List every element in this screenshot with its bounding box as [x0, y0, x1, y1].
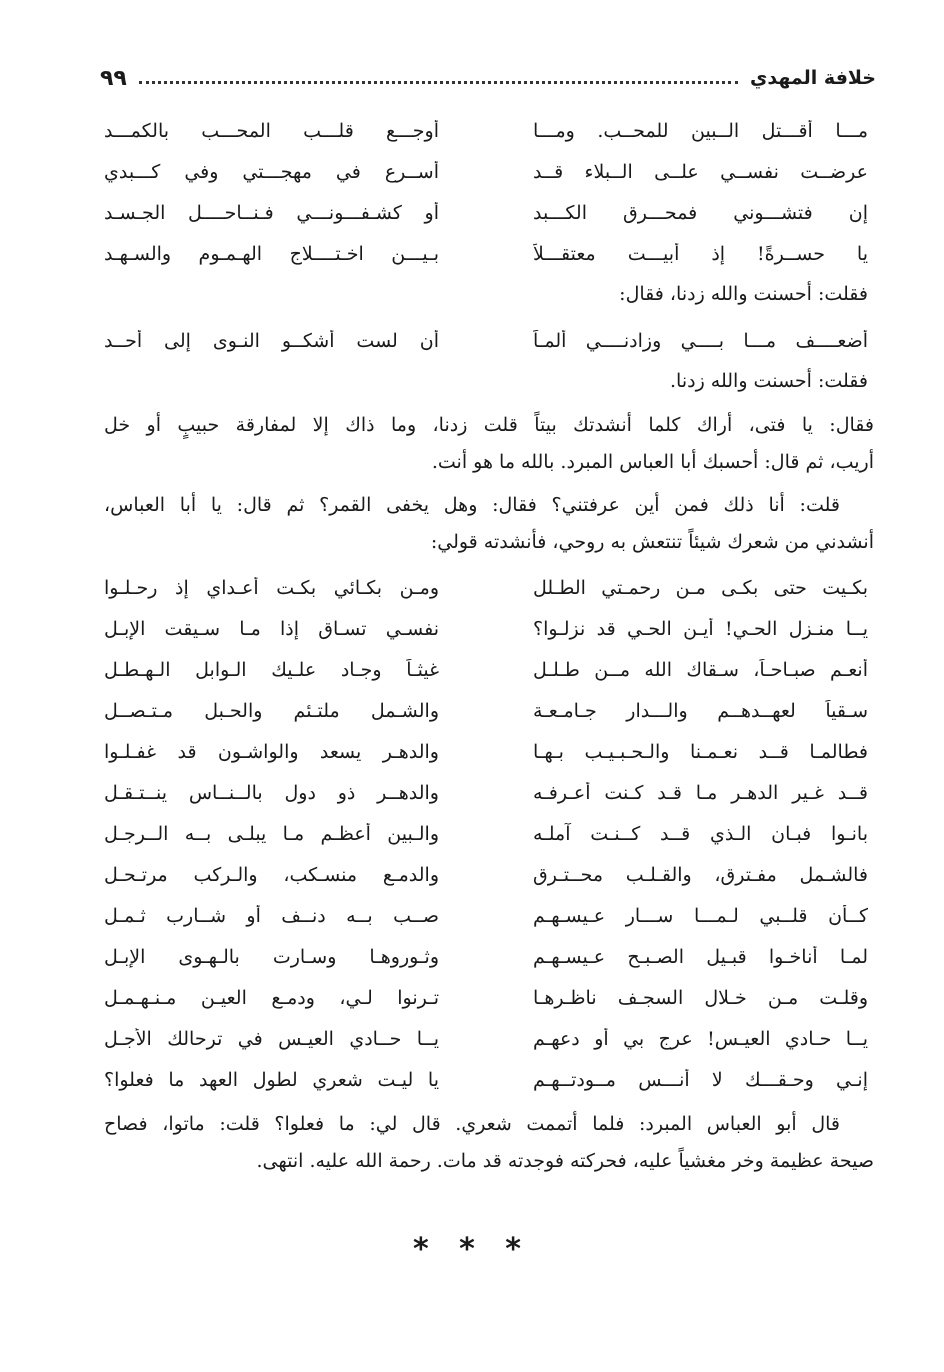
- verse-line: [104, 731, 874, 772]
- paragraph-line: قال أبو العباس المبرد: فلما أتممت شعري. قال لي: ما فعلوا؟ قلت: ماتوا، فصاح: [104, 1113, 840, 1135]
- verse-line: [104, 110, 874, 151]
- header-dotted-leader: [139, 81, 738, 84]
- prose-line: فقلت: أحسنت والله زدنا.: [670, 370, 868, 392]
- verse-line: [104, 895, 874, 936]
- verse-second-hemistich: صــب بــه دنــف أو شــارب ثـمـل: [104, 904, 439, 927]
- verse-second-hemistich: ومـن بكـائي بكـت أعـداي إذ رحـلـوا: [104, 576, 439, 599]
- verse-second-hemistich: أوجـــع قلـــب المحـــب بالكمـــد: [104, 119, 439, 142]
- verse-line: [104, 1059, 874, 1100]
- verse-second-hemistich: والـبين أعظـم مـا يبلـى بــه الــرجـل: [104, 822, 439, 845]
- verse-line: [104, 320, 874, 361]
- verse-line: [104, 936, 874, 977]
- verse-line: [104, 233, 874, 274]
- verse-second-hemistich: يــا حــادي العيـس في ترحالك الأجـل: [104, 1027, 439, 1050]
- verse-first-hemistich: فطالمـا قــد نعـمـنا والـحـبـيـب بـهـا: [533, 740, 868, 763]
- section-divider: * * *: [413, 1232, 531, 1267]
- verse-line: [104, 151, 874, 192]
- prose-paragraph: [104, 1106, 874, 1180]
- verse-second-hemistich: والدهـر يسعد والواشـون قد غفـلـوا: [104, 740, 439, 763]
- verse-first-hemistich: إن فتشـــوني فمحـــرق الكـــبد: [533, 201, 868, 224]
- verse-first-hemistich: لمـا أناخـوا قبـيل الصـبـح عـيسـهـم: [533, 945, 868, 968]
- verse-first-hemistich: فالشـمل مفـترق، والقـلـب محــتـرق: [533, 863, 868, 886]
- verse-second-hemistich: أن لست أشكــو النـوى إلى أحــد: [104, 329, 439, 352]
- prose-paragraph: [104, 407, 874, 481]
- verse-second-hemistich: أو كشـفـــونـــي فـنــاحــــل الجـسـد: [104, 201, 439, 224]
- poem-block-3: [104, 567, 874, 1100]
- verse-second-hemistich: نفسـي تسـاق إذا مـا سـيقت الإبـل: [104, 617, 439, 640]
- verse-second-hemistich: أســرع في مهجـــتي وفي كـــبدي: [104, 160, 439, 183]
- verse-first-hemistich: كــأن قلــبي لـمـــا ســـار عـيسـهـم: [533, 904, 868, 927]
- verse-line: [104, 690, 874, 731]
- verse-first-hemistich: بكـيت حتى بكـى مـن رحمـتي الطـلل: [533, 576, 868, 599]
- page-number: ٩٩: [100, 65, 127, 91]
- verse-first-hemistich: يــا منـزل الحـي! أيـن الحـي قد نزلـوا؟: [533, 617, 868, 640]
- paragraph-line: أنشدني من شعرك شيئاً تنتعش به روحي، فأنشدته قولي:: [430, 531, 874, 553]
- verse-line: [104, 192, 874, 233]
- prose-line: فقلت: أحسنت والله زدنا، فقال:: [619, 283, 868, 305]
- verse-line: [104, 772, 874, 813]
- running-title: خلافة المهدي: [749, 67, 876, 89]
- verse-line: [104, 608, 874, 649]
- verse-line: [104, 649, 874, 690]
- verse-second-hemistich: والدمـع منسـكب، والـركب مرتـحـل: [104, 863, 439, 886]
- verse-first-hemistich: أضعــــف مـــا بــــي وزادنــــي ألمـاً: [533, 329, 868, 352]
- verse-second-hemistich: تـرنوا لـي، ودمـع العيـن مـنـهـمـل: [104, 986, 439, 1009]
- verse-first-hemistich: يــا حـادي العيـس! عرج بي أو دعهـم: [533, 1027, 868, 1050]
- verse-line: [104, 813, 874, 854]
- verse-line: [104, 977, 874, 1018]
- verse-second-hemistich: غيثـاً وجـاد علـيك الـوابل الـهـطـل: [104, 658, 439, 681]
- verse-first-hemistich: قــد غـير الدهـر مـا قـد كـنت أعـرفـه: [533, 781, 868, 804]
- verse-first-hemistich: بانـوا فبـان الـذي قــد كــنـت آملـه: [533, 822, 868, 845]
- verse-line: [104, 567, 874, 608]
- poem-block-1: [104, 110, 874, 274]
- prose-paragraph: [104, 487, 874, 561]
- verse-first-hemistich: إنـي وحـقـــك لا أنـــس مــودتــهـم: [533, 1068, 868, 1091]
- page-header: [100, 58, 876, 98]
- verse-first-hemistich: مـــا أقـــتل الــبين للمحــب. ومـــا: [533, 119, 868, 142]
- verse-first-hemistich: وقلـت مـن خـلال السجـف ناظـرهـا: [533, 986, 868, 1009]
- paragraph-line: قلت: أنا ذلك فمن أين عرفتني؟ فقال: وهل يخفى القمر؟ ثم قال: يا أبا العباس،: [104, 494, 840, 516]
- verse-second-hemistich: وثـوروهـا وسـارت بالـهـوى الإبـل: [104, 945, 439, 968]
- verse-second-hemistich: والشـمل ملتـئم والحـبل مـتـصــل: [104, 699, 439, 722]
- verse-first-hemistich: سـقياً لعهــدهــم والـــدار جـامـعـة: [533, 699, 868, 722]
- verse-line: [104, 854, 874, 895]
- verse-second-hemistich: يا ليـت شعري لطول العهد ما فعلوا؟: [104, 1068, 439, 1091]
- poem-block-2: [104, 320, 874, 361]
- verse-first-hemistich: عرضــت نفســي علــى الــبلاء قــد: [533, 160, 868, 183]
- verse-first-hemistich: أنعـم صبـاحـاً، سـقاك الله مــن طـلـل: [533, 658, 868, 681]
- paragraph-line: صيحة عظيمة وخر مغشياً عليه، فحركته فوجدته قد مات. رحمة الله عليه. انتهى.: [256, 1150, 874, 1172]
- verse-second-hemistich: بـيـــن اخـتــــلاج الهـمـوم والسـهـد: [104, 242, 439, 265]
- verse-second-hemistich: والدهــر ذو دول بالــنــاس ينــتـقـل: [104, 781, 439, 804]
- paragraph-line: فقال: يا فتى، أراك كلما أنشدتك بيتاً قلت زدنا، وما ذاك إلا لمفارقة حبيبٍ أو خل: [104, 414, 874, 436]
- page-body: [104, 110, 874, 1180]
- paragraph-line: أريب، ثم قال: أحسبك أبا العباس المبرد. بالله ما هو أنت.: [431, 451, 874, 473]
- verse-first-hemistich: يا حســرةً! إذ أبيـــت معتقـــلاً: [533, 242, 868, 265]
- verse-line: [104, 1018, 874, 1059]
